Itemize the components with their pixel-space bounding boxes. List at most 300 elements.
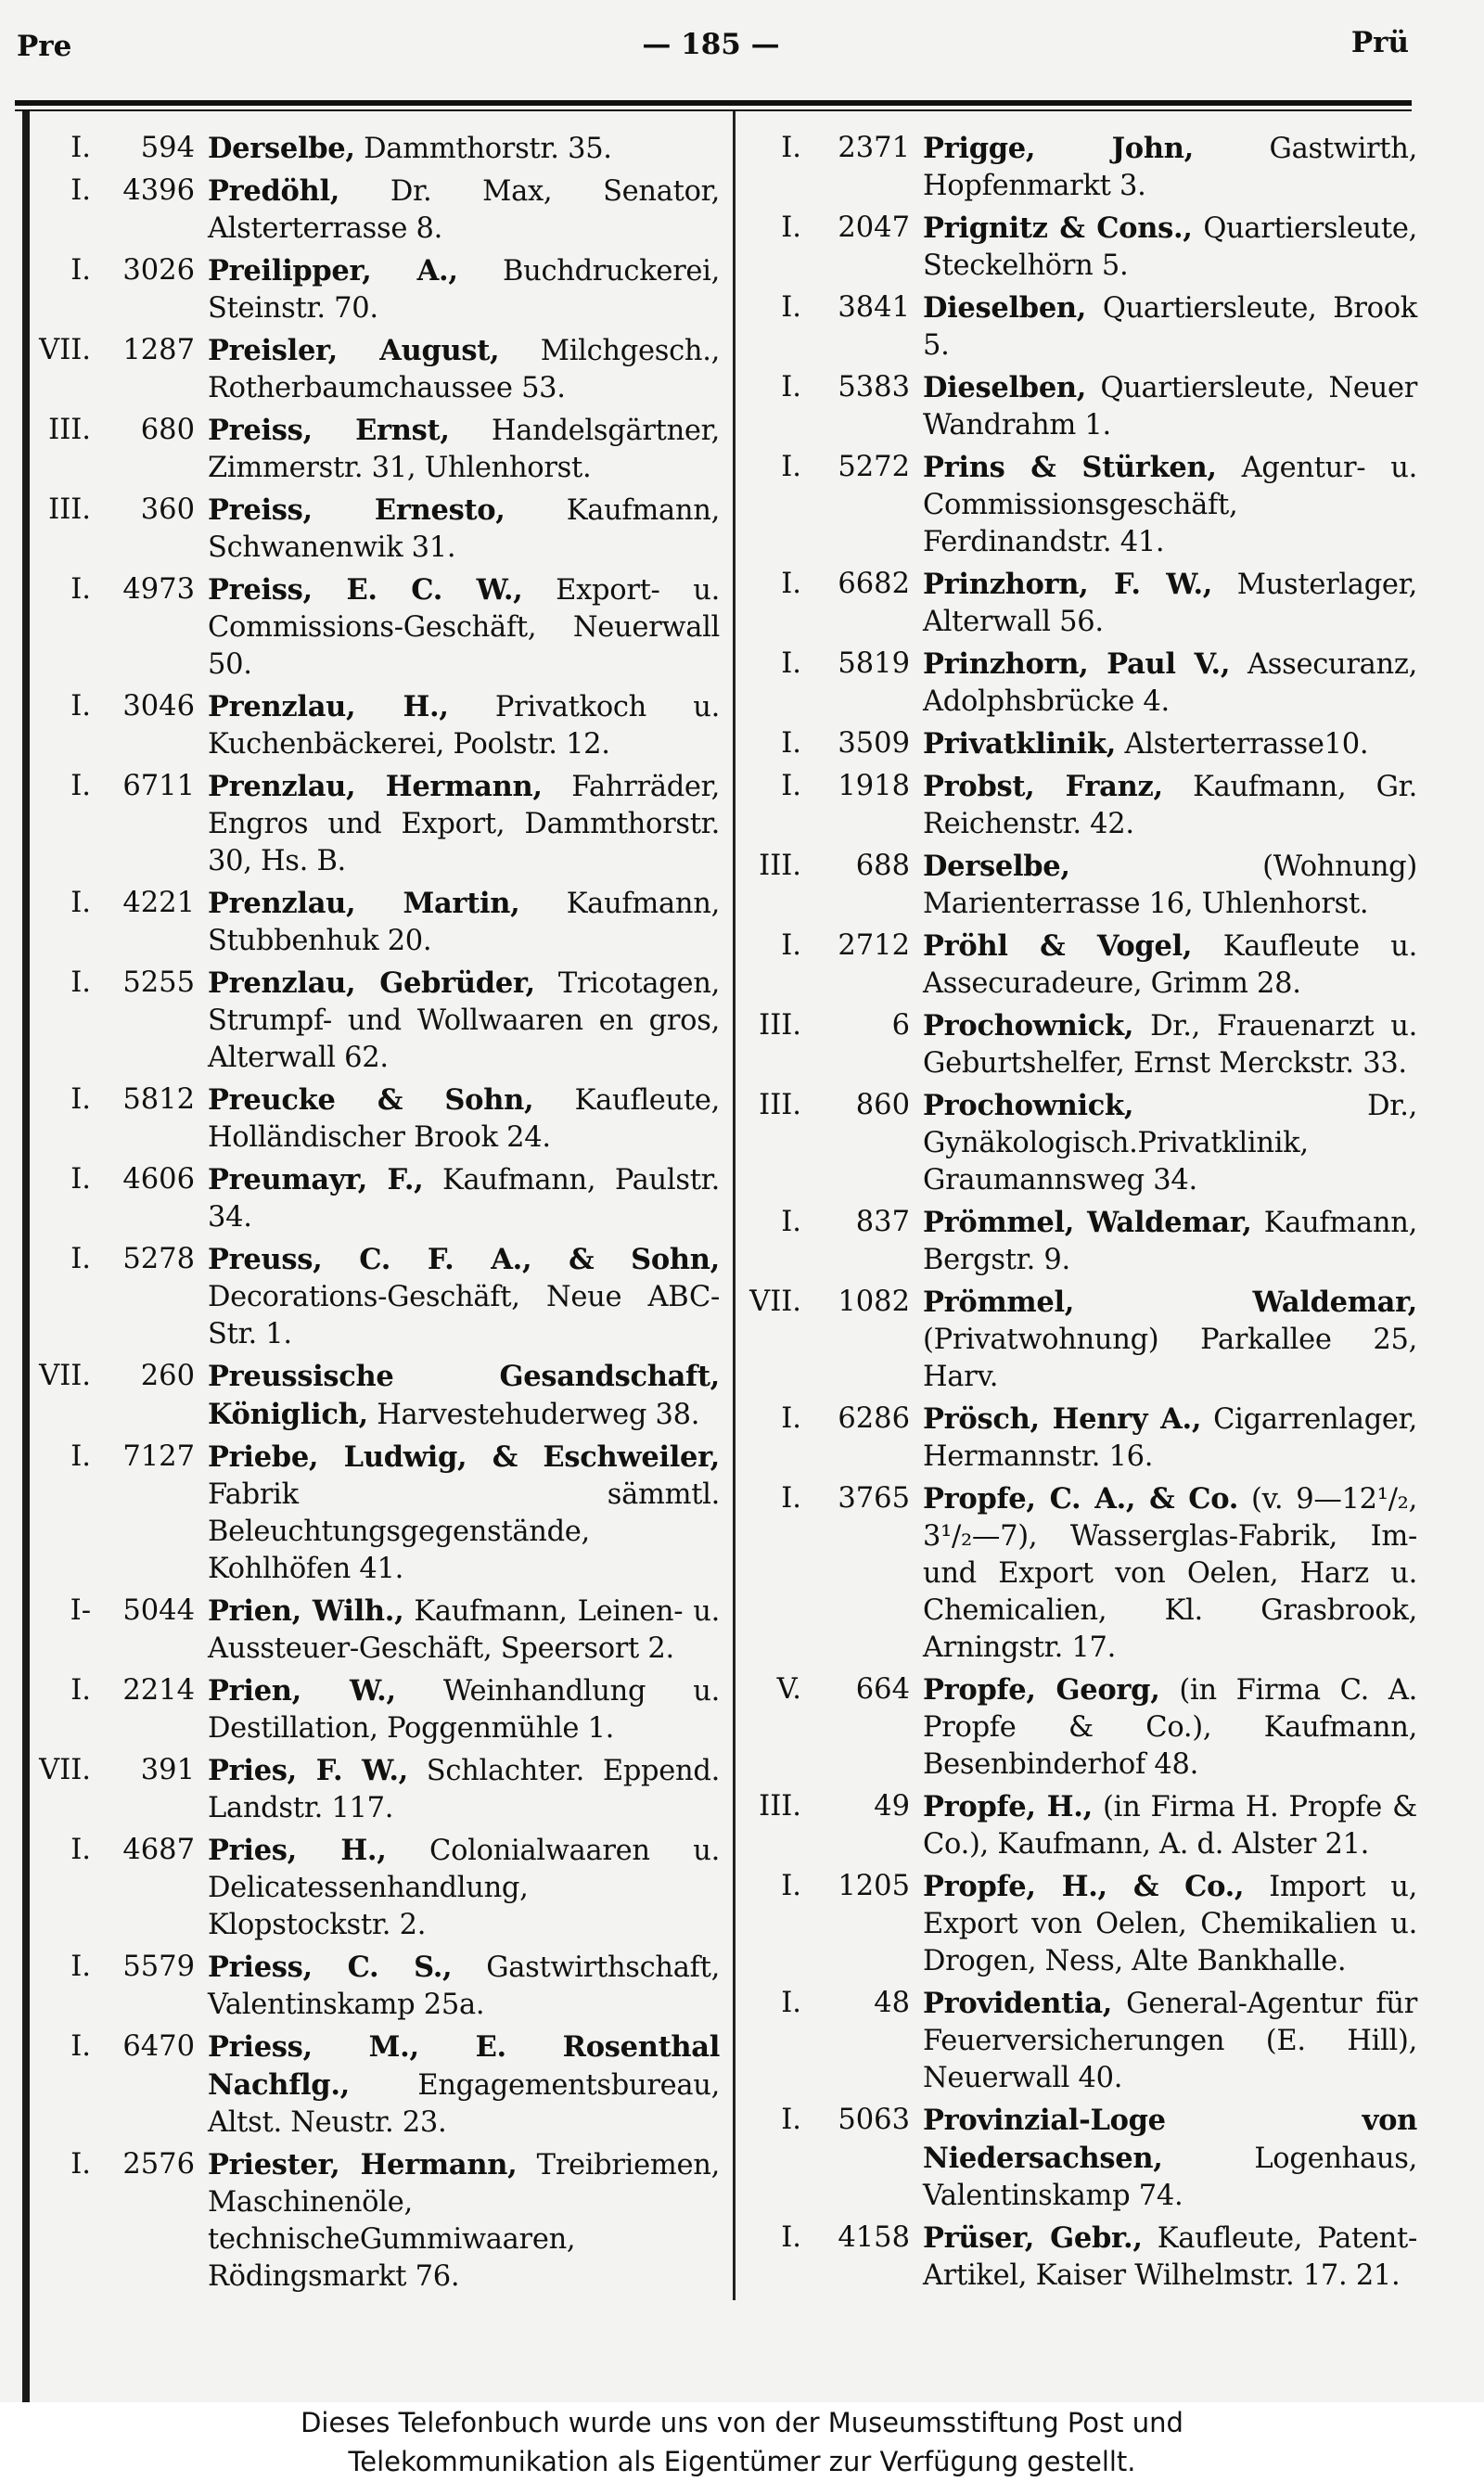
- entry-text: [208, 2146, 720, 2296]
- directory-entry: [32, 571, 720, 684]
- line-number: 5812: [122, 1083, 195, 1116]
- line-number: 3765: [838, 1482, 910, 1515]
- exchange-code: I.: [781, 647, 801, 680]
- line-number: 837: [855, 1206, 910, 1238]
- subscriber-details: Fabrik sämmtl. Beleuchtungsgegenstände, Kohlhöfen 41.: [208, 1478, 720, 1585]
- exchange-code: I.: [781, 1206, 801, 1238]
- entry-text: [923, 646, 1417, 721]
- line-number: 360: [140, 493, 195, 526]
- phone-number: [742, 130, 923, 167]
- subscriber-name: Prochownick,: [923, 1009, 1134, 1043]
- subscriber-details: Harvestehuderweg 38.: [367, 1399, 700, 1431]
- phone-number: [32, 1081, 208, 1119]
- line-number: 3509: [838, 727, 910, 760]
- phone-number: [742, 768, 923, 805]
- subscriber-name: Provinzial-Loge von Niedersachsen,: [923, 2104, 1417, 2175]
- subscriber-name: Privatklinik,: [923, 727, 1117, 761]
- subscriber-name: Prins & Stürken,: [923, 451, 1217, 484]
- line-number: 1918: [838, 770, 910, 802]
- subscriber-name: Prenzlau, Hermann,: [208, 770, 543, 803]
- subscriber-details: Alsterterrasse10.: [1116, 728, 1369, 761]
- exchange-code: I.: [70, 132, 91, 164]
- line-number: 688: [855, 850, 910, 882]
- phone-number: [742, 848, 923, 885]
- entry-text: [208, 130, 720, 168]
- directory-entry: [742, 928, 1417, 1003]
- exchange-code: III.: [759, 850, 801, 882]
- subscriber-name: Preuss, C. F. A., & Sohn,: [208, 1243, 720, 1276]
- subscriber-details: Dr. Max, Senator, Alsterterrasse 8.: [208, 175, 720, 245]
- subscriber-name: Derselbe,: [208, 132, 355, 165]
- subscriber-details: Engagementsbureau, Altst. Neustr. 23.: [208, 2069, 720, 2139]
- exchange-code: I.: [781, 1987, 801, 2019]
- subscriber-details: Import u, Export von Oelen, Chemikalien u. Drogen, Ness, Alte Bankhalle.: [923, 1871, 1417, 1977]
- directory-entry: [32, 130, 720, 168]
- subscriber-name: Derselbe,: [923, 850, 1070, 883]
- exchange-code: III.: [759, 1009, 801, 1042]
- subscriber-name: Prömmel, Waldemar,: [923, 1206, 1252, 1239]
- exchange-code: I.: [781, 1402, 801, 1435]
- directory-entry: [742, 369, 1417, 444]
- phone-number: [742, 1985, 923, 2022]
- entry-text: [923, 928, 1417, 1003]
- exchange-code: I.: [781, 291, 801, 324]
- line-number: 5255: [122, 966, 195, 999]
- line-number: 680: [140, 414, 195, 446]
- directory-entry: [32, 252, 720, 327]
- entry-text: [923, 130, 1417, 205]
- entry-text: [923, 369, 1417, 444]
- subscriber-name: Prenzlau, Gebrüder,: [208, 966, 535, 1000]
- directory-entry: [32, 768, 720, 880]
- directory-entry: [32, 332, 720, 407]
- exchange-code: I.: [70, 1674, 91, 1707]
- exchange-code: I.: [781, 568, 801, 600]
- exchange-code: I.: [781, 371, 801, 403]
- subscriber-details: Quartiersleute, Neuer Wandrahm 1.: [923, 372, 1417, 441]
- line-number: 3026: [122, 254, 195, 287]
- entry-text: [208, 1358, 720, 1434]
- entry-text: [208, 173, 720, 248]
- directory-entry: [32, 1832, 720, 1944]
- entry-text: [923, 848, 1417, 923]
- subscriber-name: Prömmel, Waldemar,: [923, 1286, 1417, 1319]
- phone-number: [742, 1204, 923, 1241]
- line-number: 5063: [838, 2104, 910, 2136]
- line-number: 1205: [838, 1870, 910, 1902]
- line-number: 5383: [838, 371, 910, 403]
- exchange-code: I.: [781, 770, 801, 802]
- entry-text: [923, 1788, 1417, 1863]
- directory-entry: [32, 492, 720, 567]
- phone-number: [742, 1671, 923, 1708]
- subscriber-name: Preiss, E. C. W.,: [208, 573, 523, 607]
- line-number: 4158: [838, 2221, 910, 2254]
- directory-entry: [32, 2146, 720, 2296]
- phone-number: [742, 566, 923, 603]
- entry-text: [208, 1832, 720, 1944]
- subscriber-name: Preiss, Ernesto,: [208, 493, 505, 527]
- subscriber-details: Kaufleute, Holländischer Brook 24.: [208, 1084, 720, 1154]
- exchange-code: VII.: [749, 1286, 801, 1318]
- entry-text: [923, 1480, 1417, 1667]
- line-number: 6711: [122, 770, 195, 802]
- exchange-code: I.: [70, 887, 91, 919]
- left-margin-rule: [22, 111, 30, 2402]
- header-left-word: Pre: [17, 30, 72, 63]
- directory-entry: [32, 885, 720, 960]
- subscriber-details: (in Firma H. Propfe & Co.), Kaufmann, A. d. Alster 21.: [923, 1791, 1417, 1861]
- subscriber-name: Prignitz & Cons.,: [923, 211, 1193, 245]
- entry-text: [208, 571, 720, 684]
- entry-text: [923, 289, 1417, 365]
- subscriber-details: Schlachter. Eppend. Landstr. 117.: [208, 1755, 720, 1824]
- subscriber-details: General-Agentur für Feuerversicherungen (E. Hill), Neuerwall 40.: [923, 1988, 1417, 2094]
- subscriber-name: Preucke & Sohn,: [208, 1083, 534, 1117]
- phone-number: [742, 449, 923, 486]
- right-column: [742, 130, 1417, 2299]
- exchange-code: I.: [781, 2104, 801, 2136]
- subscriber-name: Propfe, H., & Co.,: [923, 1870, 1245, 1903]
- directory-entry: [742, 1671, 1417, 1784]
- exchange-code: I.: [70, 1951, 91, 1983]
- exchange-code: I.: [70, 1083, 91, 1116]
- entry-text: [923, 210, 1417, 285]
- page-number: — 185 —: [642, 28, 780, 61]
- footer-line-2: Telekommunikation als Eigentümer zur Verfügung gestellt.: [348, 2446, 1136, 2477]
- subscriber-name: Priess, C. S.,: [208, 1951, 453, 1984]
- phone-number: [32, 965, 208, 1002]
- subscriber-name: Prüser, Gebr.,: [923, 2221, 1143, 2255]
- directory-entry: [742, 566, 1417, 641]
- exchange-code: V.: [776, 1673, 801, 1706]
- phone-number: [32, 1161, 208, 1198]
- phone-number: [32, 1593, 208, 1630]
- column-divider: [733, 111, 736, 2300]
- subscriber-name: Priester, Hermann,: [208, 2148, 518, 2181]
- line-number: 5044: [122, 1594, 195, 1627]
- subscriber-details: Dr., Frauenarzt u. Geburtshelfer, Ernst Merckstr. 33.: [923, 1010, 1417, 1080]
- exchange-code: I.: [70, 174, 91, 207]
- phone-number: [742, 1868, 923, 1905]
- entry-text: [208, 252, 720, 327]
- entry-text: [923, 1868, 1417, 1980]
- subscriber-details: Kaufmann, Bergstr. 9.: [923, 1207, 1417, 1276]
- exchange-code: I.: [781, 727, 801, 760]
- subscriber-details: Kaufmann, Paulstr. 34.: [208, 1164, 720, 1234]
- subscriber-details: (in Firma C. A. Propfe & Co.), Kaufmann, Besenbinderhof 48.: [923, 1674, 1418, 1781]
- line-number: 6470: [122, 2030, 195, 2063]
- subscriber-details: Fahrräder, Engros und Export, Dammthorstr. 30, Hs. B.: [208, 771, 720, 877]
- phone-number: [32, 412, 208, 449]
- subscriber-name: Providentia,: [923, 1987, 1113, 2020]
- entry-text: [208, 1161, 720, 1236]
- directory-entry: [32, 688, 720, 763]
- subscriber-name: Prenzlau, H.,: [208, 690, 449, 723]
- line-number: 4221: [122, 887, 195, 919]
- directory-entry: [742, 1868, 1417, 1980]
- directory-entry: [742, 2102, 1417, 2215]
- line-number: 6286: [838, 1402, 910, 1435]
- exchange-code: I.: [781, 211, 801, 244]
- subscriber-details: Milchgesch., Rotherbaumchaussee 53.: [208, 335, 720, 404]
- line-number: 4973: [122, 573, 195, 606]
- subscriber-name: Priebe, Ludwig, & Eschweiler,: [208, 1440, 720, 1474]
- exchange-code: VII.: [39, 1360, 91, 1392]
- line-number: 1287: [122, 334, 195, 366]
- directory-entry: [32, 1161, 720, 1236]
- exchange-code: I.: [70, 2030, 91, 2063]
- directory-entry: [32, 173, 720, 248]
- line-number: 2712: [838, 929, 910, 962]
- entry-text: [923, 1087, 1417, 1199]
- subscriber-details: (Privatwohnung) Parkallee 25, Harv.: [923, 1324, 1417, 1393]
- entry-text: [923, 1985, 1417, 2097]
- subscriber-name: Preussische Gesandschaft, Königlich,: [208, 1360, 720, 1431]
- subscriber-details: Kaufmann, Leinen- u. Aussteuer-Geschäft, Speersort 2.: [208, 1595, 720, 1665]
- entry-text: [923, 1671, 1417, 1784]
- subscriber-details: (Wohnung) Marienterrasse 16, Uhlenhorst.: [923, 851, 1417, 920]
- subscriber-details: Kaufleute u. Assecuradeure, Grimm 28.: [923, 930, 1417, 1000]
- line-number: 4396: [122, 174, 195, 207]
- entry-text: [208, 1081, 720, 1157]
- directory-entry: [32, 1241, 720, 1353]
- subscriber-details: Assecuranz, Adolphsbrücke 4.: [923, 648, 1417, 718]
- directory-entry: [742, 210, 1417, 285]
- entry-text: [923, 449, 1417, 561]
- subscriber-details: Tricotagen, Strumpf- und Wollwaaren en gros, Alterwall 62.: [208, 967, 720, 1074]
- phone-number: [742, 1401, 923, 1438]
- directory-entry: [742, 1788, 1417, 1863]
- entry-text: [923, 1284, 1417, 1396]
- directory-entry: [32, 1358, 720, 1434]
- subscriber-name: Pries, H.,: [208, 1834, 387, 1867]
- phone-number: [32, 1949, 208, 1986]
- phone-number: [32, 1832, 208, 1869]
- entry-text: [208, 412, 720, 487]
- subscriber-details: Logenhaus, Valentinskamp 74.: [923, 2143, 1417, 2212]
- subscriber-details: Kaufmann, Gr. Reichenstr. 42.: [923, 771, 1417, 840]
- subscriber-details: Cigarrenlager, Hermannstr. 16.: [923, 1403, 1417, 1473]
- phone-number: [32, 492, 208, 529]
- exchange-code: I.: [781, 451, 801, 483]
- subscriber-details: Quartiersleute, Brook 5.: [923, 292, 1417, 362]
- entry-text: [923, 2102, 1417, 2215]
- subscriber-details: (v. 9—12¹/₂, 3¹/₂—7), Wasserglas-Fabrik, Im- und Export von Oelen, Harz u. Chemicalien, Kl. Grasbrook, Arningstr. 17.: [923, 1483, 1417, 1664]
- subscriber-name: Pröhl & Vogel,: [923, 929, 1193, 963]
- line-number: 2214: [122, 1674, 195, 1707]
- exchange-code: III.: [759, 1089, 801, 1121]
- phone-number: [32, 571, 208, 608]
- directory-entry: [742, 1284, 1417, 1396]
- exchange-code: I.: [70, 1163, 91, 1196]
- subscriber-name: Predöhl,: [208, 174, 340, 208]
- exchange-code: I.: [70, 573, 91, 606]
- line-number: 3046: [122, 690, 195, 723]
- phone-number: [742, 646, 923, 683]
- phone-number: [32, 1439, 208, 1476]
- phone-number: [32, 1672, 208, 1709]
- subscriber-name: Propfe, H.,: [923, 1790, 1093, 1823]
- entry-text: [208, 688, 720, 763]
- phone-number: [742, 725, 923, 762]
- entry-text: [208, 1593, 720, 1668]
- directory-entry: [742, 130, 1417, 205]
- subscriber-name: Priess, M., E. Rosenthal Nachflg.,: [208, 2030, 720, 2102]
- subscriber-name: Preumayr, F.,: [208, 1163, 424, 1196]
- subscriber-details: Musterlager, Alterwall 56.: [923, 569, 1417, 638]
- phone-number: [742, 1087, 923, 1124]
- entry-text: [923, 566, 1417, 641]
- exchange-code: I.: [70, 254, 91, 287]
- entry-text: [923, 1401, 1417, 1476]
- header-rule-thin: [15, 109, 1412, 111]
- line-number: 5278: [122, 1243, 195, 1275]
- phone-number: [742, 2220, 923, 2257]
- exchange-code: I.: [781, 929, 801, 962]
- exchange-code: I.: [70, 1440, 91, 1473]
- line-number: 3841: [838, 291, 910, 324]
- subscriber-name: Pries, F. W.,: [208, 1754, 408, 1787]
- phone-number: [32, 130, 208, 167]
- line-number: 2371: [838, 132, 910, 164]
- subscriber-details: Dammthorstr. 35.: [354, 133, 612, 165]
- line-number: 6682: [838, 568, 910, 600]
- phone-number: [742, 2102, 923, 2139]
- directory-entry: [32, 2028, 720, 2142]
- header-rule: [15, 100, 1412, 106]
- subscriber-details: Export- u. Commissions-Geschäft, Neuerwall 50.: [208, 574, 720, 681]
- line-number: 4606: [122, 1163, 195, 1196]
- exchange-code: VII.: [39, 1754, 91, 1786]
- exchange-code: I.: [70, 1834, 91, 1866]
- line-number: 260: [140, 1360, 195, 1392]
- directory-entry: [742, 1480, 1417, 1667]
- subscriber-name: Prinzhorn, Paul V.,: [923, 647, 1231, 681]
- directory-entry: [32, 965, 720, 1077]
- directory-entry: [742, 1401, 1417, 1476]
- subscriber-name: Prigge, John,: [923, 132, 1194, 165]
- entry-text: [208, 965, 720, 1077]
- phone-number: [32, 252, 208, 289]
- exchange-code: I.: [70, 770, 91, 802]
- subscriber-details: Kaufmann, Schwanenwik 31.: [208, 494, 720, 564]
- line-number: 2047: [838, 211, 910, 244]
- subscriber-name: Probst, Franz,: [923, 770, 1163, 803]
- subscriber-name: Prinzhorn, F. W.,: [923, 568, 1213, 601]
- directory-entry: [742, 1985, 1417, 2097]
- directory-entry: [32, 1672, 720, 1747]
- subscriber-name: Propfe, C. A., & Co.: [923, 1482, 1239, 1516]
- exchange-code: I.: [70, 690, 91, 723]
- line-number: 5819: [838, 647, 910, 680]
- exchange-code: I.: [70, 1243, 91, 1275]
- entry-text: [208, 768, 720, 880]
- directory-entry: [32, 412, 720, 487]
- phone-number: [32, 1241, 208, 1278]
- subscriber-details: Agentur- u. Commissionsgeschäft, Ferdinandstr. 41.: [923, 452, 1417, 558]
- entry-text: [923, 1204, 1417, 1279]
- subscriber-name: Preiss, Ernst,: [208, 414, 450, 447]
- line-number: 391: [140, 1754, 195, 1786]
- subscriber-details: Decorations-Geschäft, Neue ABC-Str. 1.: [208, 1281, 720, 1350]
- subscriber-details: Treibriemen, Maschinenöle, technischeGummiwaaren, Rödingsmarkt 76.: [208, 2149, 720, 2293]
- directory-entry: [32, 1752, 720, 1827]
- entry-text: [208, 1949, 720, 2024]
- footer-line-1: Dieses Telefonbuch wurde uns von der Museumsstiftung Post und: [301, 2407, 1183, 2438]
- subscriber-name: Preilipper, A.,: [208, 254, 458, 288]
- phone-number: [32, 2028, 208, 2066]
- exchange-code: III.: [759, 1790, 801, 1823]
- exchange-code: I-: [70, 1594, 91, 1627]
- exchange-code: I.: [781, 1482, 801, 1515]
- entry-text: [208, 1752, 720, 1827]
- subscriber-details: Privatkoch u. Kuchenbäckerei, Poolstr. 12.: [208, 691, 720, 761]
- subscriber-details: Dr., Gynäkologisch.Privatklinik, Graumannsweg 34.: [923, 1090, 1417, 1196]
- line-number: 48: [874, 1987, 910, 2019]
- phone-number: [742, 369, 923, 406]
- phone-number: [32, 1358, 208, 1395]
- phone-number: [32, 1752, 208, 1789]
- line-number: 5579: [122, 1951, 195, 1983]
- line-number: 664: [855, 1673, 910, 1706]
- phone-number: [32, 332, 208, 369]
- subscriber-details: Quartiersleute, Steckelhörn 5.: [923, 212, 1417, 282]
- line-number: 4687: [122, 1834, 195, 1866]
- directory-entry: [742, 848, 1417, 923]
- line-number: 5272: [838, 451, 910, 483]
- exchange-code: III.: [48, 414, 91, 446]
- phone-number: [32, 688, 208, 725]
- phone-number: [32, 173, 208, 210]
- directory-entry: [32, 1593, 720, 1668]
- exchange-code: III.: [48, 493, 91, 526]
- subscriber-details: Kaufmann, Stubbenhuk 20.: [208, 888, 720, 957]
- header-right-word: Prü: [1350, 26, 1409, 59]
- phone-number: [742, 289, 923, 326]
- copyright-footer: [0, 2402, 1484, 2482]
- subscriber-name: Prien, W.,: [208, 1674, 396, 1708]
- subscriber-name: Preisler, August,: [208, 334, 500, 367]
- phone-number: [742, 210, 923, 247]
- directory-entry: [742, 725, 1417, 763]
- subscriber-name: Prösch, Henry A.,: [923, 1402, 1202, 1436]
- directory-entry: [32, 1949, 720, 2024]
- subscriber-name: Prenzlau, Martin,: [208, 887, 520, 920]
- line-number: 1082: [838, 1286, 910, 1318]
- entry-text: [208, 885, 720, 960]
- exchange-code: VII.: [39, 334, 91, 366]
- line-number: 860: [855, 1089, 910, 1121]
- exchange-code: I.: [70, 966, 91, 999]
- line-number: 49: [874, 1790, 910, 1823]
- directory-entry: [742, 646, 1417, 721]
- subscriber-details: Colonialwaaren u. Delicatessenhandlung, Klopstockstr. 2.: [208, 1835, 720, 1941]
- phone-number: [742, 1284, 923, 1321]
- subscriber-name: Dieselben,: [923, 371, 1087, 404]
- entry-text: [208, 1672, 720, 1747]
- subscriber-name: Prochownick,: [923, 1089, 1134, 1122]
- subscriber-details: Weinhandlung u. Destillation, Poggenmühle 1.: [208, 1675, 720, 1745]
- entry-text: [208, 1241, 720, 1353]
- phone-number: [32, 2146, 208, 2183]
- directory-entry: [742, 1007, 1417, 1082]
- subscriber-details: Buchdruckerei, Steinstr. 70.: [208, 255, 721, 325]
- exchange-code: I.: [781, 132, 801, 164]
- entry-text: [208, 2028, 720, 2142]
- subscriber-details: Handelsgärtner, Zimmerstr. 31, Uhlenhorst.: [208, 415, 720, 484]
- left-column: [32, 130, 720, 2300]
